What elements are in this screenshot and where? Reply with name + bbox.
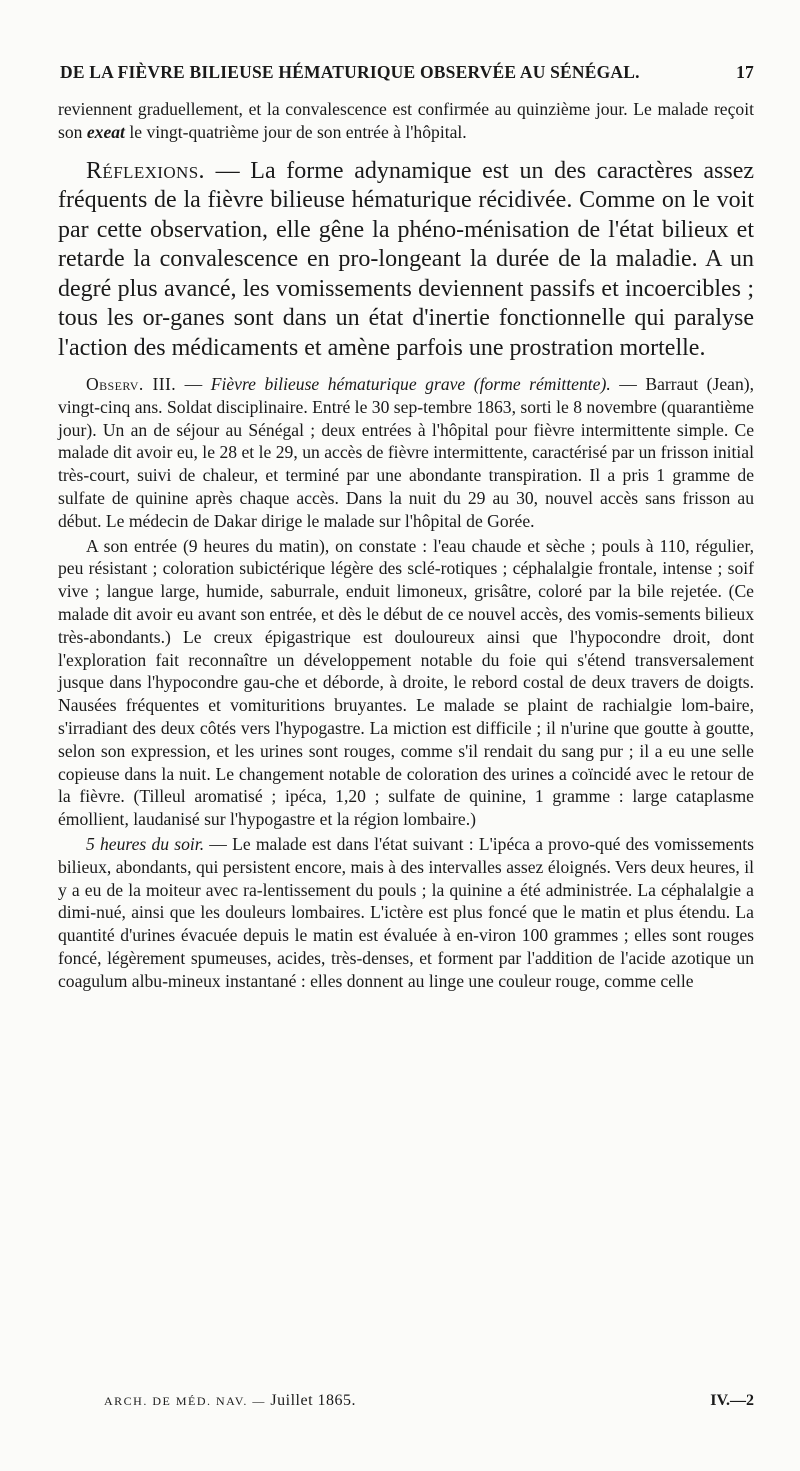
observation-paragraph xyxy=(58,373,754,533)
footer-journal xyxy=(104,1392,356,1410)
exeat-term: exeat xyxy=(86,121,125,142)
running-head xyxy=(60,62,754,83)
paragraph-continuation-text-a: reviennent graduellement, et la convalescence est confirmée au quinzième jour. Le malade reçoit son xyxy=(58,99,754,142)
paragraph-continuation xyxy=(58,98,754,144)
running-head-title: DE LA FIÈVRE BILIEUSE HÉMATURIQUE OBSERVÉE AU SÉNÉGAL. xyxy=(60,62,640,82)
paragraph-continuation-text-c: le vingt-quatrième jour de son entrée à l'hôpital. xyxy=(124,121,467,142)
reflexions-lead: Réflexions. xyxy=(86,157,205,184)
reflexions-paragraph xyxy=(58,157,754,364)
evening-paragraph xyxy=(58,833,754,993)
page-footer xyxy=(104,1392,754,1410)
footer-signature: IV.—2 xyxy=(710,1392,754,1409)
page-number: 17 xyxy=(736,62,754,82)
evening-lead: 5 heures du soir. xyxy=(86,834,205,855)
reflexions-text: — La forme adynamique est un des caractères assez fréquents de la fièvre bilieuse hématurique récidivée. Comme on le voit par cette observation, elle gêne la phéno-ménisation de l'état bilieux et retarde la convalescence en pro-longeant la durée de la maladie. A un degré plus avancé, les vomissements deviennent passifs et incoercibles ; tous les or-ganes sont dans un état d'inertie fonctionnelle qui paralyse l'action des médicaments et amène parfois une prostration mortelle. xyxy=(58,157,754,361)
evening-text: — Le malade est dans l'état suivant : L'ipéca a provo-qué des vomissements bilieux, abondants, qui persistent encore, mais à des intervalles assez éloignés. Vers deux heures, il y a eu de la moiteur avec ra-lentissement du pouls ; la quinine a été administrée. La céphalalgie a dimi-nué, ainsi que les douleurs lombaires. L'ictère est plus foncé que le matin et plus étendu. La quantité d'urines évacuée depuis le matin est évaluée à en-viron 100 grammes ; elles sont rouges foncé, légèrement spumeuses, acides, très-denses, et forment par l'addition de l'acide azotique un coagulum albu-mineux instantané : elles donnent au linge une couleur rouge, comme celle xyxy=(58,834,754,991)
observation-lead: Observ. III. xyxy=(86,374,177,395)
footer-date: Juillet 1865. xyxy=(270,1392,357,1409)
observation-text: — Barraut (Jean), vingt-cinq ans. Soldat disciplinaire. Entré le 30 sep-tembre 1863, sorti le 8 novembre (quarantième jour). Un an de séjour au Sénégal ; deux entrées à l'hôpital pour fièvre intermittente simple. Ce malade dit avoir eu, le 28 et le 29, un accès de fièvre intermittente, caractérisé par un frisson initial très-court, suivi de chaleur, et terminé par une abondante transpiration. Il a pris 1 gramme de sulfate de quinine après chaque accès. Dans la nuit du 29 au 30, nouvel accès sans frisson au début. Le médecin de Dakar dirige le malade sur l'hôpital de Gorée. xyxy=(58,374,755,531)
entry-paragraph: A son entrée (9 heures du matin), on constate : l'eau chaude et sèche ; pouls à 110, régulier, peu résistant ; coloration subictérique légère des sclé-rotiques ; céphalalgie frontale, intense ; soif vive ; langue large, humide, saburrale, enduit limoneux, grisâtre, coloré par la bile rejetée. (Ce malade dit avoir eu avant son entrée, et dès le début de ce nouvel accès, des vomis-sements bilieux très-abondants.) Le creux épigastrique est douloureux ainsi que l'hypocondre droit, dont l'exploration fait reconnaître un développement notable du foie qui s'étend transversalement jusque dans l'hypocondre gau-che et déborde, à droite, le rebord costal de deux travers de doigts. Nausées fréquentes et vomituritions bruyantes. Le malade se plaint de rachialgie lom-baire, s'irradiant des deux côtés vers l'hypogastre. La miction est difficile ; il n'urine que goutte à goutte, selon son expression, et les urines sont rouges, comme s'il rendait du sang pur ; il a eu une selle copieuse dans la nuit. Le changement notable de coloration des urines a coïncidé avec le retour de la fièvre. (Tilleul aromatisé ; ipéca, 1,20 ; sulfate de quinine, 1 gramme : large cataplasme émollient, laudanisé sur l'hypogastre et la région lombaire.) xyxy=(58,535,754,830)
observation-dash: — xyxy=(176,374,211,395)
page-body xyxy=(58,98,754,993)
footer-journal-name: ARCH. DE MÉD. NAV. — xyxy=(104,1394,266,1408)
observation-title: Fièvre bilieuse hématurique grave (forme rémittente). xyxy=(210,374,611,395)
